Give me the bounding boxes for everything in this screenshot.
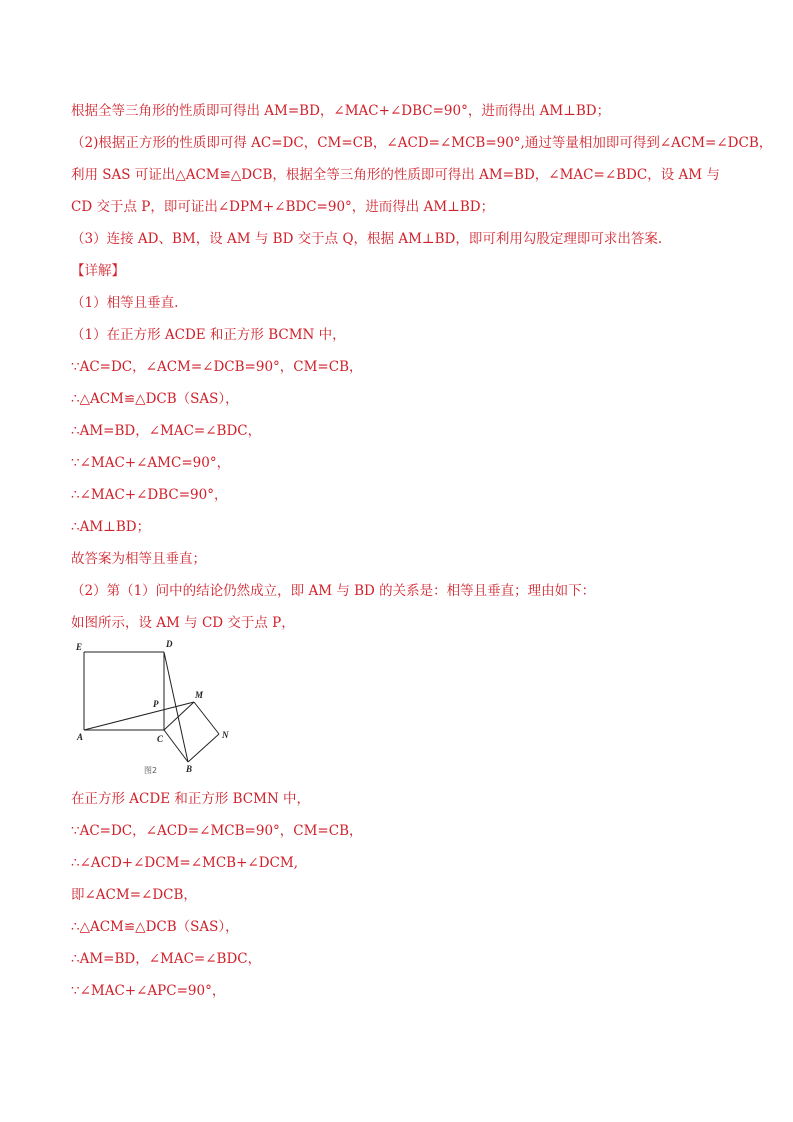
label-d: D — [166, 639, 173, 649]
text-line: CD 交于点 P，即可证出∠DPM+∠BDC=90°，进而得出 AM⊥BD； — [71, 199, 495, 215]
text-line: ∴AM=BD，∠MAC=∠BDC， — [71, 951, 262, 967]
label-c: C — [157, 734, 164, 744]
segment-mn — [194, 702, 219, 734]
text-line: 如图所示，设 AM 与 CD 交于点 P， — [71, 615, 295, 631]
text-line: （2)根据正方形的性质即可得 AC=DC，CM=CB，∠ACD=∠MCB=90°,通过等量相加即可得到∠ACM=∠DCB， — [71, 135, 773, 151]
text-line: ∴△ACM≌△DCB（SAS）， — [71, 919, 239, 935]
text-line: 即∠ACM=∠DCB， — [71, 887, 197, 903]
text-line: ∴∠MAC+∠DBC=90°， — [71, 487, 228, 503]
label-b: B — [186, 764, 193, 774]
figure-caption: 图2 — [144, 766, 158, 775]
text-line: ∵AC=DC，∠ACM=∠DCB=90°，CM=CB， — [71, 359, 363, 375]
text-line: ∴AM=BD，∠MAC=∠BDC， — [71, 423, 262, 439]
label-n: N — [222, 730, 229, 740]
text-line: （1）在正方形 ACDE 和正方形 BCMN 中， — [71, 327, 346, 343]
text-line: ∴∠ACD+∠DCM=∠MCB+∠DCM, — [71, 855, 298, 871]
section-heading-detail: 【详解】 — [71, 263, 125, 279]
geometry-figure — [74, 636, 244, 786]
text-line: ∵∠MAC+∠APC=90°， — [71, 983, 226, 999]
text-line: （2）第（1）问中的结论仍然成立，即 AM 与 BD 的关系是：相等且垂直；理由如下： — [71, 583, 596, 599]
text-line: 在正方形 ACDE 和正方形 BCMN 中， — [71, 791, 311, 807]
label-m: M — [195, 690, 204, 700]
text-line: （1）相等且垂直. — [71, 295, 179, 311]
text-line: （3）连接 AD、BM，设 AM 与 BD 交于点 Q，根据 AM⊥BD，即可利用勾股定理即可求出答案. — [71, 231, 663, 247]
text-line: ∴AM⊥BD； — [71, 519, 151, 535]
label-e: E — [76, 642, 83, 652]
label-p: P — [153, 699, 159, 709]
text-line: 故答案为相等且垂直； — [71, 551, 206, 567]
segment-nb — [188, 734, 219, 762]
text-line: ∵∠MAC+∠AMC=90°， — [71, 455, 231, 471]
text-line: 根据全等三角形的性质即可得出 AM=BD，∠MAC+∠DBC=90°，进而得出 AM⊥BD； — [71, 103, 611, 119]
text-line: ∴△ACM≌△DCB（SAS）， — [71, 391, 239, 407]
text-line: ∵AC=DC，∠ACD=∠MCB=90°，CM=CB， — [71, 823, 363, 839]
label-a: A — [77, 732, 84, 742]
text-line: 利用 SAS 可证出△ACM≌△DCB，根据全等三角形的性质即可得出 AM=BD，∠MAC=∠BDC，设 AM 与 — [71, 167, 720, 183]
